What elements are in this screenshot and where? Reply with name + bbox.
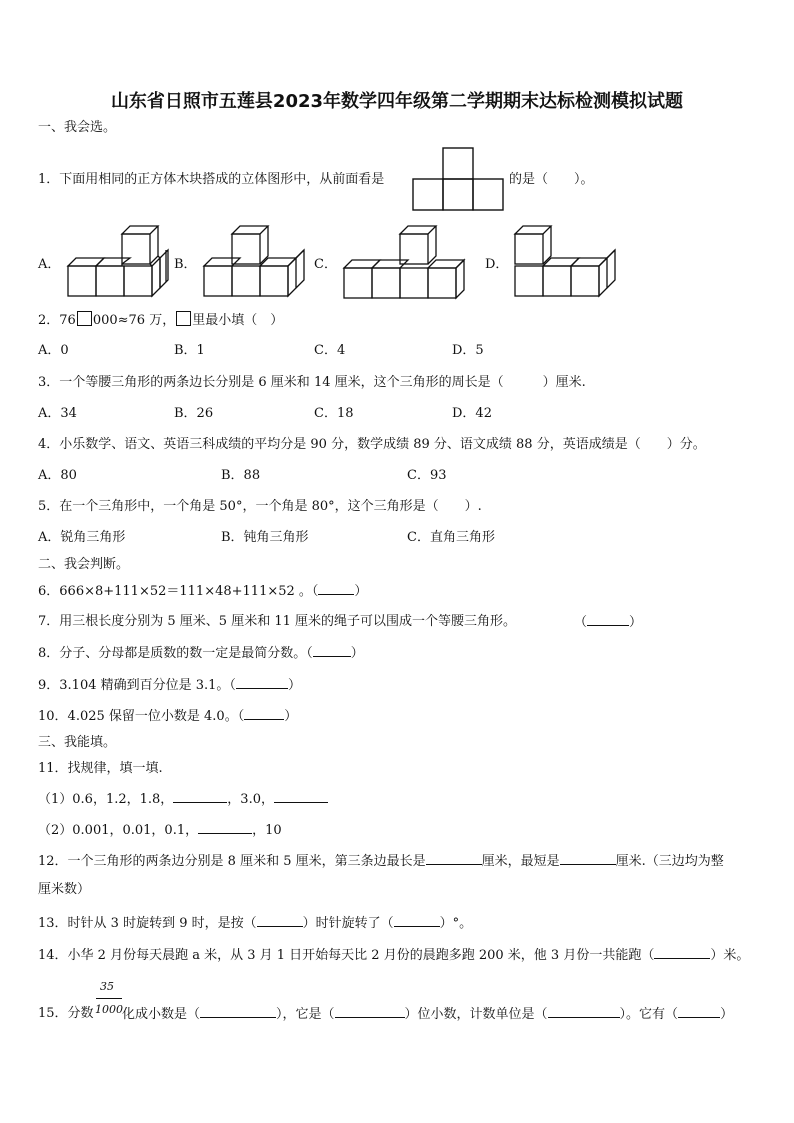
option-c-cube-figure [340,224,470,300]
blank-box[interactable] [77,311,92,326]
question-7-answer: （ ） [574,615,643,630]
answer-blank[interactable] [173,790,227,803]
question-1-tail: 的是（ ）。 [509,172,594,187]
answer-blank[interactable] [198,821,252,834]
answer-blank[interactable] [244,707,284,720]
question-13-text: 13．时针从 3 时旋转到 9 时，是按（ ）时针旋转了（ ）°。 [38,916,473,931]
question-12-text: 12．一个三角形的两条边分别是 8 厘米和 5 厘米，第三条边最长是 厘米，最短是 厘米.（三边均为整 [38,854,724,869]
q3-option-d[interactable]: D．42 [452,406,492,421]
section-heading-1: 一、我会选。 [38,120,117,135]
q1-option-d-label[interactable]: D． [485,257,509,272]
question-11-text: 11．找规律，填一填. [38,761,163,776]
section-heading-3: 三、我能填。 [38,735,117,750]
question-10-text: 10．4.025 保留一位小数是 4.0。（ ） [38,709,298,724]
q5-option-a[interactable]: A．锐角三角形 [38,530,126,545]
page-title: 山东省日照市五莲县2023年数学四年级第二学期期末达标检测模拟试题 [110,91,684,112]
question-7-text: 7．用三根长度分别为 5 厘米、5 厘米和 11 厘米的绳子可以围成一个等腰三角形。 [38,614,517,629]
answer-blank[interactable] [426,852,482,865]
question-11-part-2: （2）0.001，0.01，0.1， ，10 [38,823,282,838]
q5-option-b[interactable]: B．钝角三角形 [221,530,309,545]
answer-blank[interactable] [200,1005,276,1018]
q3-option-b[interactable]: B．26 [174,406,214,421]
q2-option-a[interactable]: A．0 [38,343,69,358]
question-5-text: 5．在一个三角形中，一个角是 50°，一个角是 80°，这个三角形是（ ）. [38,499,482,514]
answer-blank[interactable] [560,852,616,865]
question-8-text: 8．分子、分母都是质数的数一定是最简分数。（ ） [38,646,364,661]
answer-blank[interactable] [548,1005,620,1018]
q2-option-d[interactable]: D．5 [452,343,484,358]
fraction-numerator: 35 [100,980,114,993]
fraction-denominator: 1000 [95,1003,123,1016]
option-d-cube-figure [511,224,621,300]
q1-option-a-label[interactable]: A． [38,257,61,272]
question-14-text: 14．小华 2 月份每天晨跑 a 米，从 3 月 1 日开始每天比 2 月份的晨跑多跑 200 米，他 3 月份一共能跑（ ）米。 [38,948,750,963]
answer-blank[interactable] [257,914,303,927]
answer-blank[interactable] [313,644,351,657]
q4-option-b[interactable]: B．88 [221,468,261,483]
option-a-cube-figure [64,224,174,300]
answer-blank[interactable] [335,1005,405,1018]
question-3-text: 3．一个等腰三角形的两条边长分别是 6 厘米和 14 厘米，这个三角形的周长是（ ）厘米. [38,375,586,390]
answer-blank[interactable] [318,582,354,595]
question-6-text: 6．666×8+111×52＝111×48+111×52 。（ ） [38,584,368,599]
question-1-text: 1．下面用相同的正方体木块搭成的立体图形中，从前面看是 [38,172,385,187]
q4-option-c[interactable]: C．93 [407,468,447,483]
q4-option-a[interactable]: A．80 [38,468,77,483]
q2-option-b[interactable]: B．1 [174,343,205,358]
question-11-part-1: （1）0.6，1.2，1.8， ，3.0， [38,790,328,809]
question-4-text: 4．小乐数学、语文、英语三科成绩的平均分是 90 分，数学成绩 89 分、语文成绩 88 分，英语成绩是（ ）分。 [38,437,706,452]
question-15-text: 化成小数是（ ），它是（ ）位小数，计数单位是（ ）。它有（ ） [122,1007,734,1022]
section-heading-2: 二、我会判断。 [38,557,130,572]
blank-box-reference [176,311,191,326]
q3-option-c[interactable]: C．18 [314,406,354,421]
answer-blank[interactable] [654,946,710,959]
option-b-cube-figure [200,224,310,300]
answer-blank[interactable] [678,1005,720,1018]
front-view-figure [411,146,511,212]
question-9-text: 9．3.104 精确到百分位是 3.1。（ ） [38,678,301,693]
answer-blank[interactable] [236,676,288,689]
q3-option-a[interactable]: A．34 [38,406,77,421]
question-2-text: 2．76 000≈76 万， 里最小填（ ） [38,313,284,328]
answer-blank[interactable] [274,790,328,803]
q1-option-c-label[interactable]: C． [314,257,337,272]
q2-option-c[interactable]: C．4 [314,343,346,358]
answer-blank[interactable] [587,613,629,626]
question-15-label: 15．分数 [38,1006,94,1021]
q1-option-b-label[interactable]: B． [174,257,197,272]
question-12-text-cont: 厘米数） [38,882,91,897]
fraction-bar [96,998,122,999]
answer-blank[interactable] [394,914,440,927]
q5-option-c[interactable]: C．直角三角形 [407,530,495,545]
